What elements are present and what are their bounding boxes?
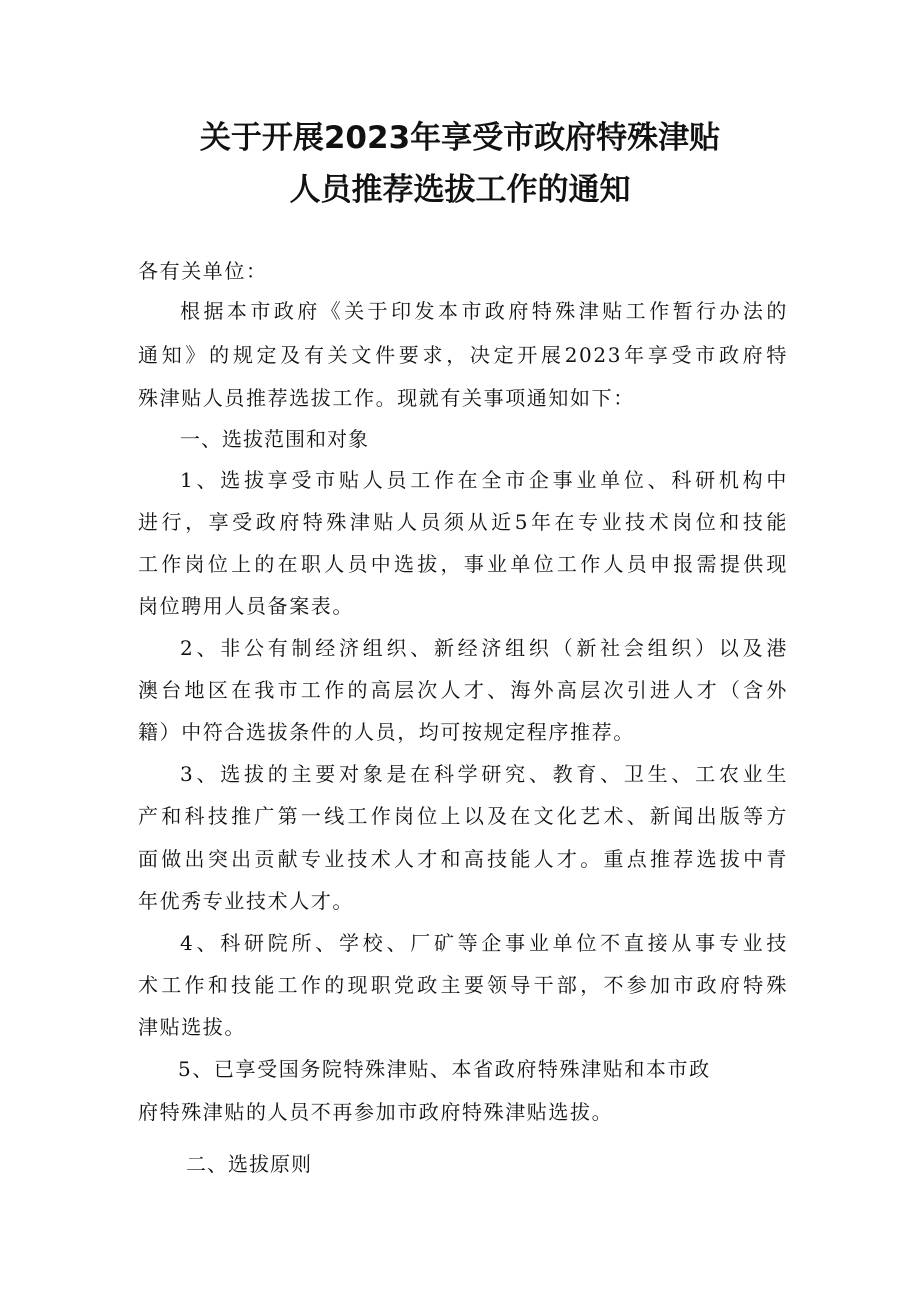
paragraph-line: 2、非公有制经济组织、新经济组织（新社会组织）以及港 — [180, 636, 788, 660]
paragraph-line: 工作岗位上的在职人员中选拔，事业单位工作人员申报需提供现 — [138, 552, 788, 576]
paragraph-line: 岗位聘用人员备案表。 — [138, 594, 354, 618]
paragraph-line: 进行，享受政府特殊津贴人员须从近5年在专业技术岗位和技能 — [138, 510, 788, 534]
paragraph-line: 4、科研院所、学校、厂矿等企事业单位不直接从事专业技 — [180, 931, 788, 955]
paragraph-line: 3、选拔的主要对象是在科学研究、教育、卫生、工农业生 — [180, 762, 788, 786]
paragraph-line: 通知》的规定及有关文件要求，决定开展2023年享受市政府特 — [138, 343, 788, 367]
paragraph-line: 年优秀专业技术人才。 — [138, 889, 354, 913]
paragraph-line: 面做出突出贡献专业技术人才和高技能人才。重点推荐选拔中青 — [138, 847, 788, 871]
paragraph-line: 产和科技推广第一线工作岗位上以及在文化艺术、新闻出版等方 — [138, 804, 788, 828]
paragraph-line: 根据本市政府《关于印发本市政府特殊津贴工作暂行办法的 — [180, 299, 788, 323]
paragraph-line: 籍）中符合选拔条件的人员，均可按规定程序推荐。 — [138, 720, 635, 744]
paragraph-line: 殊津贴人员推荐选拔工作。现就有关事项通知如下： — [138, 386, 635, 410]
section-heading: 一、选拔范围和对象 — [180, 427, 369, 451]
paragraph-line: 澳台地区在我市工作的高层次人才、海外高层次引进人才（含外 — [138, 678, 788, 702]
paragraph-line: 1、选拔享受市贴人员工作在全市企事业单位、科研机构中 — [180, 468, 788, 492]
paragraph-line: 津贴选拔。 — [138, 1015, 246, 1039]
paragraph-line: 术工作和技能工作的现职党政主要领导干部，不参加市政府特殊 — [138, 973, 788, 997]
paragraph-line: 5、已享受国务院特殊津贴、本省政府特殊津贴和本市政 — [178, 1057, 711, 1081]
section-heading: 二、选拔原则 — [186, 1152, 312, 1176]
document-title-line-2: 人员推荐选拔工作的通知 — [289, 172, 631, 208]
salutation: 各有关单位： — [138, 259, 268, 283]
document-title-line-1: 关于开展2023年享受市政府特殊津贴 — [199, 120, 721, 156]
paragraph-line: 府特殊津贴的人员不再参加市政府特殊津贴选拔。 — [138, 1100, 614, 1124]
